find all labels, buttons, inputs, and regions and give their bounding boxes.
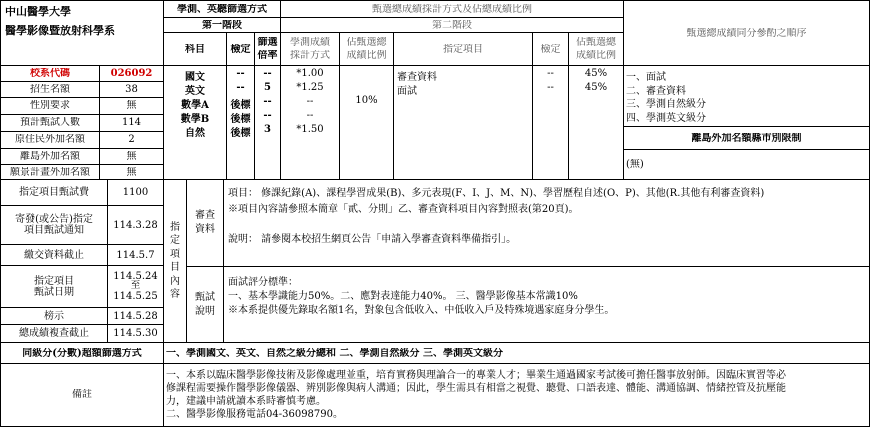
info-label-cell <box>0 81 100 98</box>
exam-content-char: 內 <box>170 275 180 287</box>
info-value: 114 <box>121 117 142 128</box>
remarks-line: 二、醫學影像服務電話04-36098790。 <box>166 409 344 420</box>
info-label-cell <box>0 164 100 180</box>
info-value-cell <box>99 65 164 82</box>
island-value-cell <box>623 149 870 180</box>
info-value-cell <box>99 81 164 98</box>
stage1-col-multiplier: 篩選 倍率 <box>254 32 281 66</box>
schedule-label: 指定項目 <box>34 275 74 287</box>
stage2-col-score-method: 學測成績 採計方式 <box>280 32 340 66</box>
tiebreak-item: 四、學測英文級分 <box>626 112 706 124</box>
tiebreak-title: 甄選總成績同分參酌之順序 <box>623 0 870 66</box>
schedule-value-cell <box>107 179 164 206</box>
tiebreak-list-cell <box>623 65 870 127</box>
stage1-subject: 數學A <box>181 100 209 111</box>
info-value: 無 <box>126 151 137 162</box>
stage2-item-name: 審查資料 <box>397 72 437 83</box>
schedule-label-cell <box>0 179 108 206</box>
exam-content-label <box>163 179 187 343</box>
remarks-line: 修課程需要操作醫學影像儀器、辨別影像與病人溝通；因此，學生需具有相當之視覺、聽覺、口語表達、體能、溝通協調、情緒控管及抗壓能 <box>166 383 786 394</box>
remarks-line: 一、本系以臨床醫學影像技術及影像處理並重，培育實務與理論合一的專業人才；畢業生通過國家考試後可擔任醫事放射師。因臨床實習等必 <box>166 370 786 381</box>
review-content-cell <box>223 179 870 267</box>
university-header-cell <box>0 0 164 66</box>
stage1-multiplier-cell <box>254 65 281 180</box>
remarks-line: 力，建議申請就讀本系時審慎考慮。 <box>166 396 326 407</box>
schedule-value: 114.5.28 <box>113 310 158 322</box>
info-value: 38 <box>125 84 138 95</box>
stage2-item-ratio: 45% <box>584 68 608 79</box>
info-label: 招生名額 <box>30 84 70 95</box>
stage2-item-check: -- <box>547 68 554 79</box>
schedule-label: 榜示 <box>44 310 64 322</box>
schedule-value: 114.3.28 <box>113 219 158 231</box>
info-value-cell <box>99 97 164 115</box>
stage1-multiplier: -- <box>263 96 272 107</box>
stage2-title: 甄選總成績採計方式及佔總成績比例 <box>280 0 624 18</box>
stage2-score: -- <box>306 96 314 107</box>
schedule-label: 寄發(或公告)指定 <box>15 214 93 225</box>
stage2-score: *1.50 <box>296 124 324 135</box>
info-value-cell <box>99 164 164 180</box>
stage1-check: -- <box>236 82 245 93</box>
schedule-value-cell <box>107 265 164 308</box>
island-value: (無) <box>626 159 644 170</box>
interview-label-cell <box>186 266 224 343</box>
review-line: 說明： 請參閱本校招生網頁公告「申請入學審查資料準備指引」。 <box>228 234 517 245</box>
info-value-cell <box>99 131 164 149</box>
info-label: 預計甄試人數 <box>20 117 80 128</box>
stage1-multiplier: 3 <box>264 124 271 135</box>
info-label-cell <box>0 97 100 115</box>
info-label: 願景計畫外加名額 <box>10 167 90 178</box>
stage2-items-check-cell <box>532 65 569 180</box>
interview-line: 一、基本學識能力50%。二、應對表達能力40%。 三、醫學影像基本常識10% <box>228 291 578 302</box>
exam-content-char: 項 <box>170 248 180 260</box>
exam-content-char: 目 <box>170 262 180 273</box>
schedule-label: 繳交資料截止 <box>24 249 84 261</box>
schedule-value-cell <box>107 324 164 343</box>
schedule-label: 甄試日期 <box>34 286 74 298</box>
exam-content-char: 定 <box>170 235 180 246</box>
stage1-subject: 自然 <box>185 128 205 139</box>
remarks-label: 備註 <box>72 389 92 400</box>
stage2-items-ratio-cell <box>568 65 624 180</box>
info-label-cell <box>0 114 100 132</box>
stage1-check: -- <box>236 68 245 79</box>
schedule-value: 114.5.25 <box>113 290 158 302</box>
schedule-label-cell <box>0 265 108 308</box>
stage2-items-cell <box>393 65 533 180</box>
schedule-value-cell <box>107 205 164 245</box>
tie-method-value-cell <box>163 342 870 364</box>
info-value: 2 <box>128 134 135 145</box>
review-label-line: 資料 <box>195 224 215 235</box>
info-value: 026092 <box>110 68 153 79</box>
tie-method-label-cell <box>0 342 164 364</box>
stage2-scores-cell <box>280 65 340 180</box>
tie-method-value: 一、學測國文、英文、自然之級分總和 二、學測自然級分 三、學測英文級分 <box>166 348 503 359</box>
info-value-cell <box>99 148 164 165</box>
review-line: ※項目內容請參照本簡章「貳、分則」乙、審查資料項目內容對照表(第20頁)。 <box>228 204 579 215</box>
info-value: 無 <box>126 100 137 111</box>
remarks-label-cell <box>0 363 164 427</box>
schedule-value: 114.5.30 <box>113 328 158 339</box>
info-label: 性別要求 <box>30 100 70 111</box>
schedule-label-cell <box>0 205 108 245</box>
stage2-item-ratio: 45% <box>584 82 608 93</box>
info-label-cell <box>0 65 100 82</box>
department-name: 醫學影像暨放射科學系 <box>5 25 115 37</box>
stage1-subject: 英文 <box>185 86 205 97</box>
tiebreak-item: 一、面試 <box>626 72 666 83</box>
info-label-cell <box>0 131 100 149</box>
schedule-value: 114.5.24 <box>113 271 158 283</box>
stage2-col-check: 檢定 <box>532 32 569 66</box>
stage1-title: 學測、英聽篩選方式 <box>163 0 281 18</box>
exam-content-char: 指 <box>170 221 180 233</box>
stage1-check: 後標 <box>230 100 251 111</box>
schedule-value: 1100 <box>122 187 149 198</box>
stage2-score: *1.00 <box>296 68 324 79</box>
schedule-value-cell <box>107 307 164 325</box>
stage1-subjects-cell <box>163 65 227 180</box>
interview-label-line: 甄試 <box>195 291 215 303</box>
schedule-label: 項目甄試通知 <box>24 225 84 236</box>
interview-line: ※本系提供優先錄取名額1名，對象包含低收入、中低收入戶及特殊境遇家庭身分學生。 <box>228 305 615 316</box>
interview-label-line: 說明 <box>195 305 215 317</box>
stage1-subject: 國文 <box>185 72 205 83</box>
tiebreak-item: 三、學測自然級分 <box>626 99 706 110</box>
stage2-label: 第二階段 <box>280 17 624 33</box>
schedule-value: 至 <box>130 280 141 292</box>
schedule-label-cell <box>0 244 108 266</box>
tie-method-label: 同級分(分數)超額篩選方式 <box>22 348 142 359</box>
stage2-ratio-value: 10% <box>355 95 378 106</box>
stage2-item-name: 面試 <box>397 86 417 97</box>
stage2-item-check: -- <box>547 82 554 93</box>
island-title: 離島外加名額縣市別限制 <box>691 133 802 144</box>
stage1-multiplier: 5 <box>264 82 271 93</box>
schedule-label: 指定項目甄試費 <box>19 187 89 198</box>
stage2-col-ratio: 佔甄選總 成績比例 <box>339 32 394 66</box>
schedule-label-cell <box>0 324 108 343</box>
stage1-multiplier: -- <box>263 68 272 79</box>
review-line: 項目： 修課紀錄(A)、課程學習成果(B)、多元表現(F、I、J、M、N)、學習歷程自述(O、P)、其他(R.其他有利審查資料) <box>228 188 765 199</box>
schedule-label-cell <box>0 307 108 325</box>
info-label: 原住民外加名額 <box>15 134 85 145</box>
exam-content-char: 容 <box>170 289 180 300</box>
review-label-cell <box>186 179 224 267</box>
stage2-score: *1.25 <box>296 82 324 93</box>
tiebreak-item: 二、審查資料 <box>626 85 686 97</box>
stage1-check: 後標 <box>230 128 251 139</box>
stage1-check: 後標 <box>230 114 251 125</box>
stage2-col-item: 指定項目 <box>393 32 533 66</box>
info-label: 校系代碼 <box>30 68 70 79</box>
stage1-col-subject: 科目 <box>163 32 227 66</box>
schedule-value-cell <box>107 244 164 266</box>
remarks-content-cell <box>163 363 870 427</box>
schedule-label: 總成績複查截止 <box>19 328 89 339</box>
stage1-multiplier: -- <box>263 110 272 121</box>
stage1-check-cell <box>226 65 255 180</box>
island-title-cell <box>623 126 870 150</box>
info-label: 離島外加名額 <box>20 151 80 162</box>
info-value-cell <box>99 114 164 132</box>
info-value: 無 <box>126 167 137 178</box>
stage2-col-item-ratio: 佔甄選總 成績比例 <box>568 32 624 66</box>
stage2-ratio-cell <box>339 65 394 180</box>
schedule-value: 114.5.7 <box>116 249 155 261</box>
interview-line: 面試評分標準： <box>228 277 298 288</box>
info-label-cell <box>0 148 100 165</box>
stage2-score: -- <box>306 110 314 121</box>
review-label-line: 審查 <box>195 210 215 221</box>
stage1-subject: 數學B <box>180 114 210 125</box>
stage1-label: 第一階段 <box>163 17 281 33</box>
stage1-col-check: 檢定 <box>226 32 255 66</box>
interview-content-cell <box>223 266 870 343</box>
university-name: 中山醫學大學 <box>5 6 71 18</box>
